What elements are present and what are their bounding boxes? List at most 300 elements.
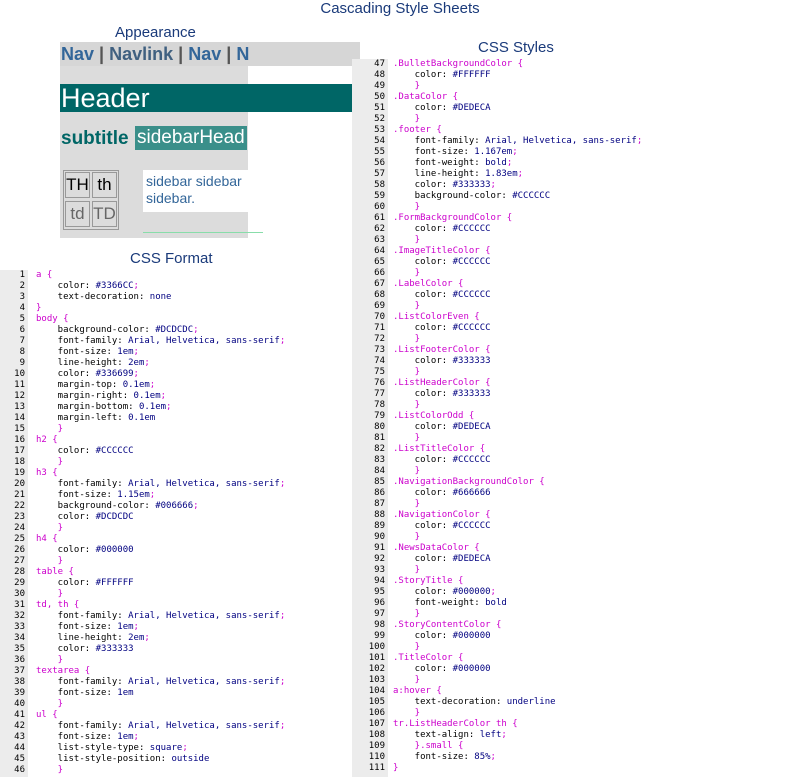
css-property: line-height: — [36, 633, 129, 643]
css-property: background-color: — [393, 191, 513, 201]
code-lines — [36, 270, 285, 776]
line-number: 4 — [19, 303, 25, 313]
line-number: 59 — [374, 191, 385, 201]
css-property: font-size: — [393, 147, 475, 157]
code-line — [36, 479, 285, 490]
preview-nav-item[interactable]: Nav — [61, 44, 95, 64]
css-property: font-size: — [36, 732, 118, 742]
css-property: line-height: — [36, 358, 129, 368]
css-selector: body { — [36, 314, 69, 324]
css-property: color: — [393, 664, 453, 674]
css-value: square — [149, 743, 183, 753]
code-line — [36, 545, 285, 556]
line-number: 100 — [368, 642, 385, 652]
css-property: font-family: — [36, 611, 129, 621]
line-number: 42 — [14, 721, 25, 731]
css-value: bold — [485, 158, 507, 168]
preview-sidebar — [143, 170, 263, 212]
css-property: margin-top: — [36, 380, 123, 390]
preview-sidebar-text: sidebar. — [146, 190, 196, 206]
line-number: 35 — [14, 644, 25, 654]
css-selector: } — [36, 303, 42, 313]
line-number: 1 — [19, 270, 25, 280]
css-value: 1em — [117, 732, 134, 742]
line-number: 95 — [374, 587, 385, 597]
css-property: font-size: — [36, 347, 118, 357]
code-line — [36, 270, 285, 281]
code-line — [36, 468, 285, 479]
css-property: font-size: — [36, 490, 118, 500]
css-value: #333333 — [452, 180, 491, 190]
css-value: bold — [485, 598, 507, 608]
line-number: 80 — [374, 422, 385, 432]
preview-header: Header — [60, 84, 360, 112]
css-selector: .ImageTitleColor { — [393, 246, 491, 256]
code-line — [36, 677, 285, 688]
preview-sidebar-text: sidebar sidebar — [146, 173, 242, 189]
line-number: 34 — [14, 633, 25, 643]
css-property: color: — [36, 578, 96, 588]
code-line — [36, 567, 285, 578]
line-number: 24 — [14, 523, 25, 533]
code-line — [393, 576, 642, 587]
code-line — [393, 301, 642, 312]
line-number: 28 — [14, 567, 25, 577]
css-selector: } — [393, 114, 421, 124]
css-punctuation: ; — [166, 402, 172, 412]
css-punctuation: ; — [501, 730, 507, 740]
preview-sidebar-head: sidebarHead — [137, 127, 245, 148]
css-value: #CCCCCC — [452, 257, 491, 267]
code-line — [36, 721, 285, 732]
code-line — [36, 534, 285, 545]
css-value: #DEDECA — [452, 422, 491, 432]
css-punctuation: ; — [279, 611, 286, 621]
css-value: #000000 — [452, 664, 491, 674]
css-selector: } — [393, 433, 421, 443]
code-line — [393, 334, 642, 345]
code-line — [393, 532, 642, 543]
css-value: 1.167em — [474, 147, 513, 157]
code-line — [36, 435, 285, 446]
css-selector: } — [393, 675, 421, 685]
line-number: 3 — [19, 292, 25, 302]
code-line — [393, 191, 642, 202]
css-selector: } — [393, 268, 421, 278]
code-line — [393, 268, 642, 279]
line-number: 67 — [374, 279, 385, 289]
line-number: 16 — [14, 435, 25, 445]
css-value: #FFFFFF — [452, 70, 491, 80]
line-number: 66 — [374, 268, 385, 278]
css-property: color: — [393, 180, 453, 190]
css-punctuation: ; — [182, 743, 188, 753]
preview-table-th: th — [92, 172, 117, 198]
css-selector: }.small { — [393, 741, 464, 751]
css-property: font-family: — [36, 336, 129, 346]
appearance-title: Appearance — [115, 24, 196, 41]
css-property: color: — [393, 323, 453, 333]
line-number: 73 — [374, 345, 385, 355]
code-lines — [393, 59, 642, 774]
preview-footer-edge — [143, 232, 263, 242]
line-number: 21 — [14, 490, 25, 500]
css-selector: h2 { — [36, 435, 58, 445]
line-number: 12 — [14, 391, 25, 401]
css-property: font-weight: — [393, 598, 486, 608]
code-line — [393, 103, 642, 114]
code-line — [393, 554, 642, 565]
css-selector: a:hover { — [393, 686, 442, 696]
nav-separator: | — [99, 44, 105, 64]
code-line — [36, 523, 285, 534]
code-line — [36, 754, 285, 765]
code-line — [36, 446, 285, 457]
code-line — [393, 675, 642, 686]
line-number: 78 — [374, 400, 385, 410]
code-line — [36, 512, 285, 523]
css-selector: } — [393, 466, 421, 476]
code-line — [36, 688, 285, 699]
line-number: 87 — [374, 499, 385, 509]
css-value: none — [149, 292, 172, 302]
css-value: #DEDECA — [452, 554, 491, 564]
line-number: 60 — [374, 202, 385, 212]
code-line — [36, 292, 285, 303]
code-line — [36, 380, 285, 391]
css-property: color: — [36, 545, 96, 555]
line-number: 50 — [374, 92, 385, 102]
line-number: 84 — [374, 466, 385, 476]
css-value: 1.15em — [117, 490, 150, 500]
css-selector: .TitleColor { — [393, 653, 464, 663]
code-line — [36, 391, 285, 402]
code-line — [393, 180, 642, 191]
line-number: 9 — [19, 358, 25, 368]
line-number: 31 — [14, 600, 25, 610]
css-styles-code[interactable] — [352, 59, 672, 777]
line-number: 51 — [374, 103, 385, 113]
line-number: 93 — [374, 565, 385, 575]
code-line — [36, 655, 285, 666]
css-selector: .StoryTitle { — [393, 576, 464, 586]
css-selector: } — [36, 457, 64, 467]
line-number: 43 — [14, 732, 25, 742]
css-selector: .NavigationBackgroundColor { — [393, 477, 545, 487]
line-number: 19 — [14, 468, 25, 478]
line-number: 77 — [374, 389, 385, 399]
css-value: Arial, Helvetica, sans-serif — [128, 721, 280, 731]
css-selector: } — [393, 763, 399, 773]
preview-table-td: td — [65, 201, 90, 227]
css-value: Arial, Helvetica, sans-serif — [128, 611, 280, 621]
css-property: color: — [393, 389, 453, 399]
css-punctuation: ; — [133, 347, 139, 357]
line-number: 37 — [14, 666, 25, 676]
line-number: 88 — [374, 510, 385, 520]
css-selector: } — [393, 499, 421, 509]
line-number: 86 — [374, 488, 385, 498]
css-selector: } — [393, 400, 421, 410]
code-line — [393, 59, 642, 70]
css-punctuation: ; — [133, 369, 139, 379]
code-line — [36, 633, 285, 644]
css-selector: td, th { — [36, 600, 80, 610]
css-property: color: — [36, 369, 96, 379]
css-value: #CCCCCC — [452, 224, 491, 234]
css-punctuation: ; — [193, 501, 199, 511]
css-property: margin-bottom: — [36, 402, 139, 412]
code-line — [36, 369, 285, 380]
code-line — [393, 213, 642, 224]
line-number: 53 — [374, 125, 385, 135]
css-property: font-size: — [393, 752, 475, 762]
code-line — [36, 644, 285, 655]
code-line — [36, 765, 285, 776]
code-line — [393, 125, 642, 136]
code-line — [393, 697, 642, 708]
code-line — [393, 730, 642, 741]
css-property: color: — [36, 512, 96, 522]
css-value: 0.1em — [128, 413, 156, 423]
css-property: text-decoration: — [393, 697, 507, 707]
line-number: 94 — [374, 576, 385, 586]
css-punctuation: ; — [133, 622, 139, 632]
css-selector: } — [393, 708, 421, 718]
code-line — [393, 312, 642, 323]
css-property: color: — [393, 422, 453, 432]
code-line — [36, 710, 285, 721]
line-number: 20 — [14, 479, 25, 489]
code-line — [36, 336, 285, 347]
code-line — [393, 455, 642, 466]
preview-table-th: TH — [65, 172, 90, 198]
code-line — [393, 246, 642, 257]
css-selector: } — [36, 699, 64, 709]
code-line — [393, 466, 642, 477]
preview-nav-item[interactable]: N — [236, 44, 250, 64]
css-property: color: — [393, 554, 453, 564]
line-number: 58 — [374, 180, 385, 190]
code-line — [393, 664, 642, 675]
line-number: 65 — [374, 257, 385, 267]
code-line — [393, 719, 642, 730]
line-number: 30 — [14, 589, 25, 599]
css-value: #CCCCCC — [452, 323, 491, 333]
code-line — [393, 587, 642, 598]
code-line — [393, 136, 642, 147]
css-value: #DCDCDC — [155, 325, 194, 335]
code-line — [393, 400, 642, 411]
nav-separator: | — [226, 44, 232, 64]
line-number: 8 — [19, 347, 25, 357]
css-selector: } — [36, 424, 64, 434]
line-number: 45 — [14, 754, 25, 764]
line-number: 46 — [14, 765, 25, 775]
css-value: #CCCCCC — [95, 446, 134, 456]
css-selector: } — [393, 202, 421, 212]
preview-navlink[interactable]: Navlink — [109, 44, 174, 64]
code-line — [393, 356, 642, 367]
css-value: #DCDCDC — [95, 512, 134, 522]
line-number: 26 — [14, 545, 25, 555]
code-line — [393, 378, 642, 389]
css-selector: } — [36, 765, 64, 775]
line-number: 68 — [374, 290, 385, 300]
css-selector: h4 { — [36, 534, 58, 544]
css-value: #333333 — [452, 389, 491, 399]
line-number: 102 — [368, 664, 385, 674]
css-selector: .StoryContentColor { — [393, 620, 502, 630]
code-line — [393, 235, 642, 246]
css-format-title: CSS Format — [130, 250, 213, 267]
css-property: color: — [393, 356, 453, 366]
css-value: #000000 — [452, 631, 491, 641]
code-line — [36, 347, 285, 358]
css-property: color: — [36, 446, 96, 456]
code-line — [36, 600, 285, 611]
css-selector: .ListFooterColor { — [393, 345, 491, 355]
css-value: #006666 — [155, 501, 194, 511]
css-property: color: — [393, 587, 453, 597]
preview-table-td: TD — [92, 201, 117, 227]
code-line — [393, 224, 642, 235]
line-number: 32 — [14, 611, 25, 621]
css-property: color: — [393, 455, 453, 465]
css-value: #CCCCCC — [452, 521, 491, 531]
css-property: text-decoration: — [36, 292, 150, 302]
css-selector: textarea { — [36, 666, 91, 676]
css-selector: tr.ListHeaderColor th { — [393, 719, 518, 729]
code-line — [393, 158, 642, 169]
css-property: color: — [393, 224, 453, 234]
code-line — [36, 303, 285, 314]
code-line — [393, 477, 642, 488]
line-number: 10 — [14, 369, 25, 379]
css-selector: } — [393, 609, 421, 619]
css-selector: } — [393, 565, 421, 575]
code-line — [36, 666, 285, 677]
css-selector: ul { — [36, 710, 58, 720]
code-line — [393, 202, 642, 213]
line-number: 71 — [374, 323, 385, 333]
code-line — [393, 499, 642, 510]
line-number: 54 — [374, 136, 385, 146]
code-line — [36, 578, 285, 589]
line-number: 55 — [374, 147, 385, 157]
css-value: #666666 — [452, 488, 491, 498]
css-selector: } — [36, 556, 64, 566]
css-punctuation: ; — [506, 158, 513, 168]
code-line — [36, 281, 285, 292]
css-value: #333333 — [452, 356, 491, 366]
css-selector: a { — [36, 270, 53, 280]
css-value: 85% — [474, 752, 491, 762]
css-value: #336699 — [95, 369, 134, 379]
css-format-code[interactable] — [0, 270, 335, 777]
appearance-preview — [60, 42, 248, 238]
css-property: color: — [393, 521, 453, 531]
line-number: 36 — [14, 655, 25, 665]
line-number: 33 — [14, 622, 25, 632]
line-number: 18 — [14, 457, 25, 467]
line-number: 99 — [374, 631, 385, 641]
line-number: 27 — [14, 556, 25, 566]
code-line — [36, 622, 285, 633]
line-number: 13 — [14, 402, 25, 412]
code-line — [393, 686, 642, 697]
code-line — [393, 488, 642, 499]
css-selector: } — [393, 367, 421, 377]
code-line — [36, 732, 285, 743]
line-number: 2 — [19, 281, 25, 291]
line-number: 5 — [19, 314, 25, 324]
css-value: #000000 — [95, 545, 134, 555]
css-value: 2em — [128, 358, 145, 368]
line-number: 76 — [374, 378, 385, 388]
css-property: font-family: — [36, 721, 129, 731]
css-value: underline — [506, 697, 556, 707]
css-punctuation: ; — [144, 358, 150, 368]
css-property: font-family: — [36, 677, 129, 687]
css-styles-title: CSS Styles — [478, 39, 554, 56]
line-number: 11 — [14, 380, 25, 390]
line-number: 17 — [14, 446, 25, 456]
code-line — [36, 457, 285, 468]
css-value: #CCCCCC — [452, 290, 491, 300]
code-line — [393, 741, 642, 752]
css-value: 1em — [117, 688, 134, 698]
css-property: line-height: — [393, 169, 486, 179]
code-line — [393, 147, 642, 158]
line-number: 39 — [14, 688, 25, 698]
css-value: left — [479, 730, 502, 740]
code-line — [393, 598, 642, 609]
preview-nav-item[interactable]: Nav — [188, 44, 222, 64]
css-value: 0.1em — [138, 402, 167, 412]
code-line — [36, 556, 285, 567]
code-line — [393, 631, 642, 642]
code-line — [36, 314, 285, 325]
css-selector: .BulletBackgroundColor { — [393, 59, 524, 69]
css-punctuation: ; — [490, 587, 496, 597]
css-property: font-family: — [393, 136, 486, 146]
preview-subtitle-row — [60, 126, 247, 152]
line-number: 111 — [368, 763, 385, 773]
css-property: font-weight: — [393, 158, 486, 168]
code-line — [393, 70, 642, 81]
css-selector: } — [393, 235, 421, 245]
code-line — [36, 589, 285, 600]
code-line — [393, 433, 642, 444]
line-number: 38 — [14, 677, 25, 687]
code-line — [393, 323, 642, 334]
css-value: #CCCCCC — [512, 191, 551, 201]
css-property: color: — [393, 103, 453, 113]
css-punctuation: ; — [193, 325, 199, 335]
css-value: 2em — [128, 633, 145, 643]
css-property: margin-left: — [36, 413, 129, 423]
css-selector: } — [393, 301, 421, 311]
code-line — [393, 565, 642, 576]
css-property: color: — [36, 281, 96, 291]
css-property: list-style-type: — [36, 743, 150, 753]
css-property: color: — [393, 257, 453, 267]
line-number: 97 — [374, 609, 385, 619]
line-number: 90 — [374, 532, 385, 542]
line-number: 47 — [374, 59, 385, 69]
css-selector: .ListColorOdd { — [393, 411, 475, 421]
